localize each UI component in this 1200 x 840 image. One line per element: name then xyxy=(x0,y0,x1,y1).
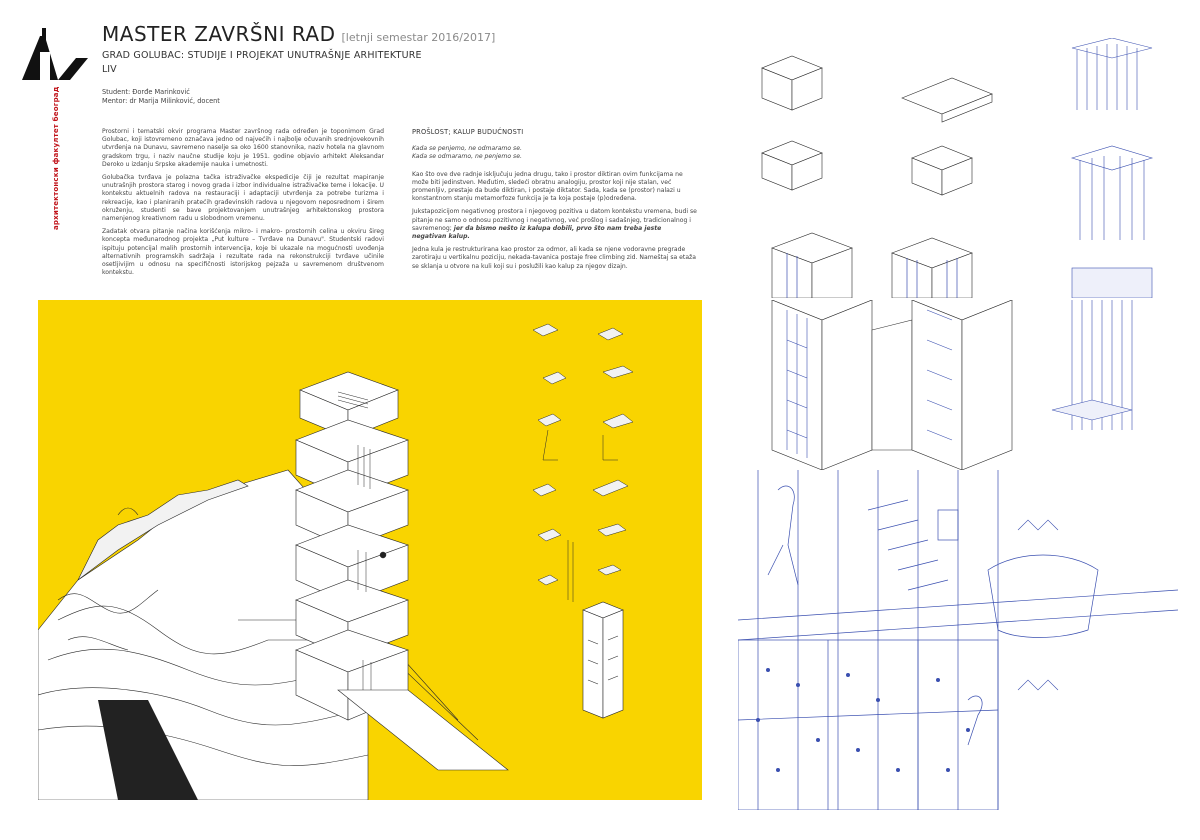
intro-paragraph-3: Zadatak otvara pitanje načina korišćenja mikro- i makro- prostornih celina u okviru šireg koncepta međunarodnog projekta „Put kulture – Tvrđave na Dunavu". Studentski radovi ispituju potencijal malih prostornih intervencija, koje bi ukazale na mogućnosti uvođenja alternativnih programskih sadržaja i rezultate rada na rekonstrukciji tvrđave učinile osetljivijim u odnosu na specifičnosti istorijskog pejzaža u savremenom društvenom kontekstu. xyxy=(102,228,384,277)
climbing-interior-perspective xyxy=(738,470,1178,810)
quote-line-1: Kada se penjemo, ne odmaramo se. xyxy=(412,145,522,153)
mentor-name: Mentor: dr Marija Milinković, docent xyxy=(102,97,220,105)
semester-label: [letnji semestar 2016/2017] xyxy=(341,31,496,44)
tower-section-drawings xyxy=(772,233,972,298)
climbing-wall-detail-drawings xyxy=(1072,38,1152,298)
intro-text-column xyxy=(102,128,384,282)
faculty-logo xyxy=(20,22,90,230)
furniture-box-drawings xyxy=(762,56,992,195)
intro-paragraph-1: Prostorni i tematski okvir programa Master završnog rada određen je toponimom Grad Golubac, koji istovremeno označava jedno od najvećih i najbolje očuvanih srednjovekovnih utvrđenja na Dunavu, savremeno naselje sa oko 1600 stanovnika, naziv hotela na glavnom gradskom trgu, i naziv naučne studije koju je 1951. godine objavio arhitekt Aleksandar Deroko u izdanju Srpske akademije nauka i umetnosti. xyxy=(102,128,384,168)
concept-paragraph-1: Kao što ove dve radnje isključuju jedna drugu, tako i prostor diktiran ovim funkcijama ne može biti jedinstven. Međutim, sledeći obratnu analogiju, prostor koji nije stalan, već promenljiv, prestaje da bude diktiran, i postaje diktator. Sada, kada se (prostor) nalazi u konstantnom stanju metamorfoze funkcija je ta koja postaje (p)određena. xyxy=(412,170,683,203)
climbing-holds xyxy=(756,668,970,772)
tower-floor-stack xyxy=(296,372,408,720)
tower-axonometric-pair xyxy=(752,300,1172,470)
subtitle: GRAD GOLUBAC: STUDIJE I PROJEKAT UNUTRAŠNJE ARHITEKTURE xyxy=(102,50,422,61)
plant-sketches xyxy=(1018,520,1058,690)
student-name: Student: Đorđe Marinković xyxy=(102,88,190,96)
fortress-terrain-drawing xyxy=(38,470,478,800)
page-title xyxy=(102,22,495,46)
logo-text: архитектонски факултет београд xyxy=(52,86,60,230)
quote-line-2: Kada se odmaramo, ne penjemo se. xyxy=(412,153,522,161)
project-code: LIV xyxy=(102,64,117,75)
concept-emphasis: jer da bismo nešto iz kalupa dobili, prvo što nam treba jeste negativan kalup. xyxy=(412,224,662,241)
intro-paragraph-2: Golubačka tvrđava je polazna tačka istraživačke ekspedicije čiji je rezultat mapiranje unutrašnjih prostora starog i novog grada i izbor individualne istraživačke teme i lokacije. U kontekstu aktuelnih radova na restauraciji i adaptaciji utvrđenja za potrebe turizma i rekreacije, kao i planiranih pratećih građevinskih radova u njegovom neposrednom i širem okruženju, studenti se bave projektovanjem unutrašnjeg arhitektonskog prostora namenjenog kreativnom radu u slobodnom vremenu. xyxy=(102,174,384,223)
exploded-tower-axonometric xyxy=(38,300,702,800)
title-text: MASTER ZAVRŠNI RAD xyxy=(102,22,336,46)
furniture-components-column xyxy=(533,324,633,602)
concept-paragraph-3: Jedna kula je restrukturirana kao prostor za odmor, ali kada se njene vodoravne pregrade zarotiraju u vertikalnu poziciju, nekada-tavanica postaje free climbing zid. Nameštaj sa etaža se sklanja u otvore na kuli koji su i poslužili kao kalup za njegov dizajn. xyxy=(412,246,696,270)
faculty-house-logo-icon xyxy=(20,22,90,82)
concept-text-column xyxy=(412,128,697,276)
concept-paragraph-2 xyxy=(412,208,697,241)
furniture-axonometrics-top xyxy=(752,38,1172,298)
yellow-drawing-panel xyxy=(38,300,702,800)
concept-heading: PROŠLOST; KALUP BUDUĆNOSTI xyxy=(412,128,524,136)
credits xyxy=(102,88,220,106)
concept-quote xyxy=(412,145,697,161)
perspective-structure-lines xyxy=(738,470,1178,810)
small-tower-axonometric xyxy=(583,602,623,718)
concept-paragraph-2-text: Jukstapozicijom negativnog prostora i njegovog pozitiva u datom kontekstu vremena, budi se pitanje ne samo o odnosu pozitivnog i negativnog, već prošlog i sadašnjeg, tradicionalnog i savremenog; xyxy=(412,208,697,232)
